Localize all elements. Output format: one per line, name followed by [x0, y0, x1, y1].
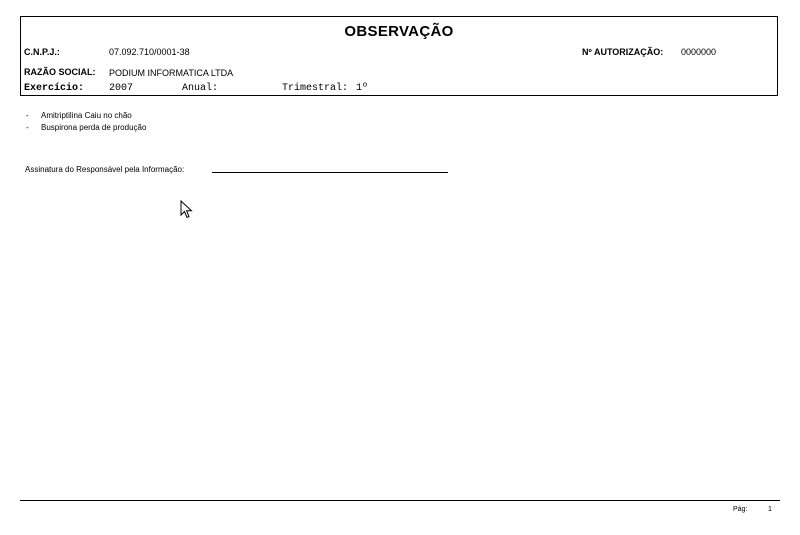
page-number: 1 — [768, 506, 772, 513]
razao-social-value: PODIUM INFORMATICA LTDA — [109, 68, 234, 78]
bullet: - — [26, 123, 29, 132]
observation-text: Amitriptilina Caiu no chão — [41, 111, 132, 120]
trimestral-label: Trimestral: — [282, 83, 349, 94]
autorizacao-label: Nº AUTORIZAÇÃO: — [582, 47, 664, 57]
anual-label: Anual: — [182, 83, 219, 94]
autorizacao-value: 0000000 — [681, 47, 717, 57]
trimestral-value: 1º — [356, 83, 369, 94]
exercicio-value: 2007 — [109, 83, 134, 94]
report-header — [20, 16, 778, 96]
footer-divider — [20, 500, 780, 501]
bullet: - — [26, 111, 29, 120]
exercicio-label: Exercício: — [24, 83, 85, 94]
page-label: Pág: — [733, 506, 748, 513]
signature-label: Assinatura do Responsável pela Informação: — [25, 165, 185, 174]
page-title: OBSERVAÇÃO — [344, 23, 454, 40]
razao-social-label: RAZÃO SOCIAL: — [24, 67, 96, 77]
cnpj-label: C.N.P.J.: — [24, 47, 60, 57]
cnpj-value: 07.092.710/0001-38 — [109, 47, 190, 57]
observation-text: Buspirona perda de produção — [41, 123, 147, 132]
signature-line — [212, 172, 448, 173]
mouse-cursor-icon — [180, 200, 194, 220]
